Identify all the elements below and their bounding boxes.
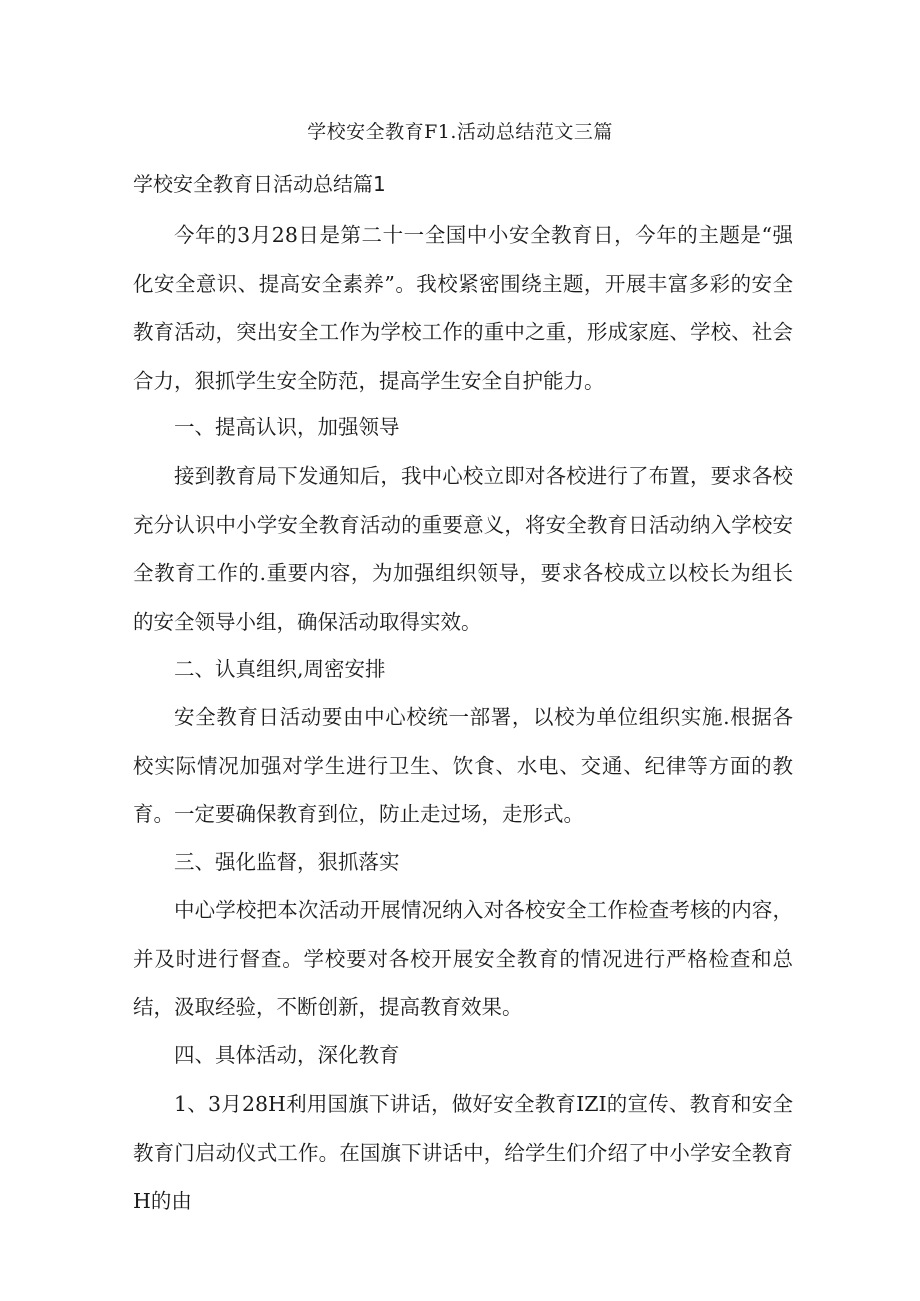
paragraph-4: 1、3月28H利用国旗下讲话，做好安全教育IZI的宣传、教育和安全教育门启动仪式工作。在国旗下讲话中，给学生们介绍了中小学安全教育H的由 [133,1092,793,1213]
subheading-3: 三、强化监督，狠抓落实 [174,850,400,874]
subheading-1: 一、提高认识，加强领导 [174,415,400,439]
subheading-4: 四、具体活动，深化教育 [174,1043,400,1067]
paragraph-3: 中心学校把本次活动开展情况纳入对各校安全工作检查考核的内容，并及时进行督查。学校要对各校开展安全教育的情况进行严格检查和总结，汲取经验，不断创新，提高教育效果。 [133,898,793,1019]
section-heading: 学校安全教育日活动总结篇1 [133,172,386,196]
subheading-2: 二、认真组织,周密安排 [174,657,386,681]
paragraph-1: 接到教育局下发通知后，我中心校立即对各校进行了布置，要求各校充分认识中小学安全教育活动的重要意义，将安全教育日活动纳入学校安全教育工作的.重要内容，为加强组织领导，要求各校成立以校长为组长的安全领导小组，确保活动取得实效。 [133,464,793,634]
paragraph-2: 安全教育日活动要由中心校统一部署，以校为单位组织实施.根据各校实际情况加强对学生进行卫生、饮食、水电、交通、纪律等方面的教育。一定要确保教育到位，防止走过场，走形式。 [133,705,793,826]
document-title: 学校安全教育F1.活动总结范文三篇 [307,121,613,143]
paragraph-intro: 今年的3月28日是第二十一全国中小安全教育日，今年的主题是“强化安全意识、提高安全素养”。我校紧密围绕主题，开展丰富多彩的安全教育活动，突出安全工作为学校工作的重中之重，形成家庭、学校、社会合力，狠抓学生安全防范，提高学生安全自护能力。 [133,223,793,393]
